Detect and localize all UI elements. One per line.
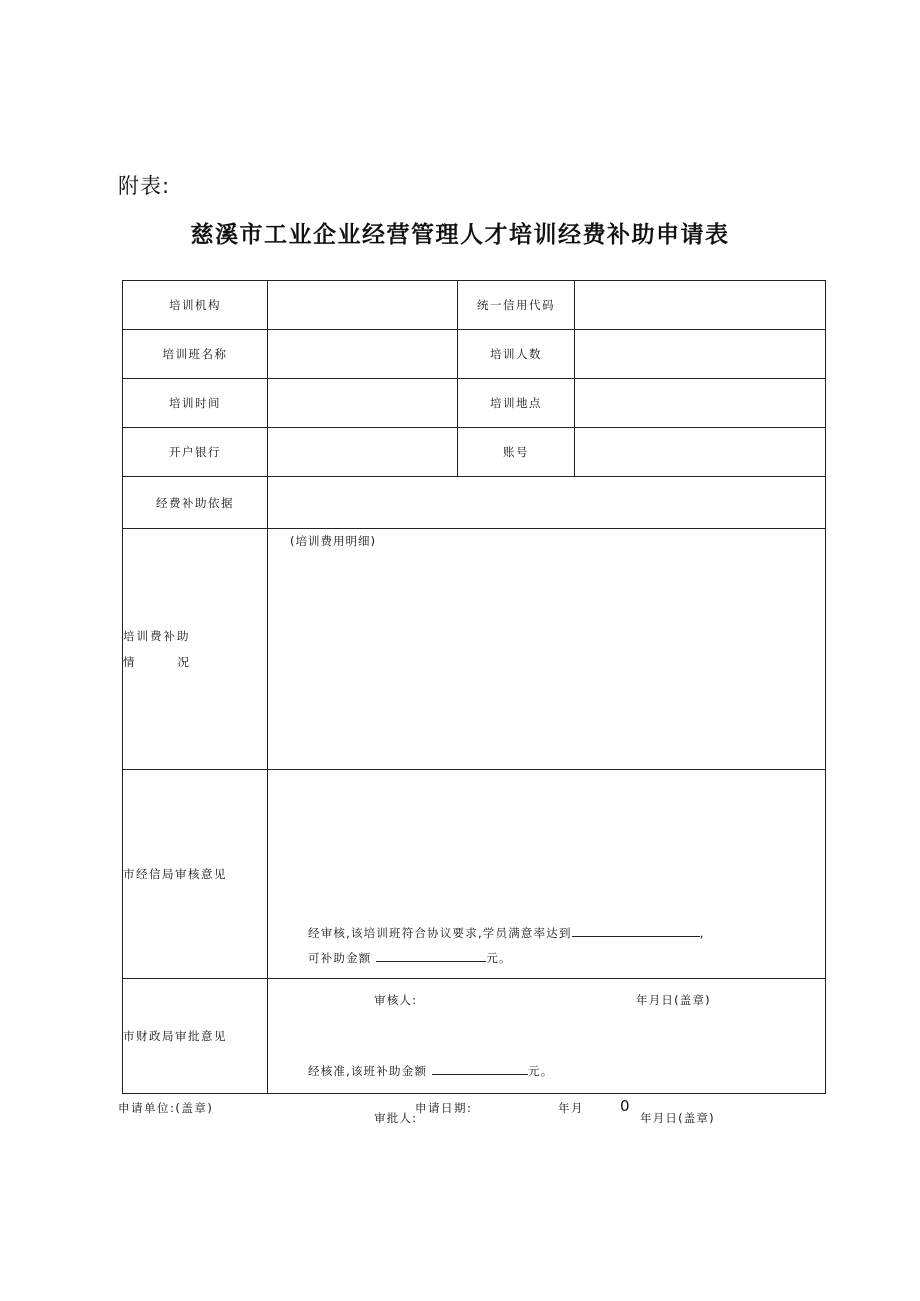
subsidy-detail-field[interactable] (268, 529, 826, 770)
trainee-count-label: 培训人数 (458, 330, 575, 379)
review-text-1: 经审核,该培训班符合协议要求,学员满意率达到 (308, 926, 572, 940)
subsidy-basis-field[interactable] (268, 477, 826, 529)
review-comma: , (699, 926, 705, 940)
reviewer-label: 审核人: (374, 993, 418, 1007)
class-name-field[interactable] (268, 330, 458, 379)
training-time-field[interactable] (268, 379, 458, 428)
subsidy-status-label (123, 529, 268, 770)
stray-zero: 0 (620, 1097, 630, 1115)
training-org-field[interactable] (268, 281, 458, 330)
training-time-label: 培训时间 (123, 379, 268, 428)
trainee-count-field[interactable] (575, 330, 826, 379)
table-row (123, 770, 826, 979)
account-field[interactable] (575, 428, 826, 477)
subsidy-status-char-a: 情 (123, 655, 137, 669)
approval-label: 市财政局审批意见 (123, 979, 268, 1094)
table-row (123, 428, 826, 477)
satisfaction-rate-blank[interactable] (572, 924, 700, 937)
subsidy-basis-label: 经费补助依据 (123, 477, 268, 529)
approval-text (308, 1062, 553, 1079)
applicant-unit: 申请单位:(盖章) (118, 1101, 214, 1115)
approval-amount-blank[interactable] (432, 1062, 528, 1075)
credit-code-label: 统一信用代码 (458, 281, 575, 330)
training-location-label: 培训地点 (458, 379, 575, 428)
table-row (123, 330, 826, 379)
table-row (123, 281, 826, 330)
approver-label: 审批人: (374, 1111, 418, 1125)
approval-date-seal: 年月日(盖章) (640, 1111, 715, 1125)
table-row (123, 979, 826, 1094)
bank-label: 开户银行 (123, 428, 268, 477)
detail-note: (培训费用明细) (290, 534, 376, 548)
bank-field[interactable] (268, 428, 458, 477)
table-row (123, 477, 826, 529)
training-org-label: 培训机构 (123, 281, 268, 330)
training-location-field[interactable] (575, 379, 826, 428)
review-text-line1 (308, 924, 705, 941)
account-label: 账号 (458, 428, 575, 477)
review-amount-prefix: 可补助金额 (308, 951, 372, 965)
review-date-seal: 年月日(盖章) (636, 993, 711, 1007)
approval-text-suffix: 元。 (528, 1064, 554, 1078)
table-row (123, 529, 826, 770)
subsidy-status-label-line1: 培训费补助 (123, 629, 191, 643)
review-amount-suffix: 元。 (486, 951, 512, 965)
review-label: 市经信局审核意见 (123, 770, 268, 979)
approval-text-prefix: 经核准,该班补助金额 (308, 1064, 428, 1078)
review-amount-blank[interactable] (376, 949, 486, 962)
credit-code-field[interactable] (575, 281, 826, 330)
subsidy-status-label-line2 (123, 649, 191, 675)
review-opinion-cell (268, 770, 826, 1007)
form-title: 慈溪市工业企业经营管理人才培训经费补助申请表 (190, 222, 730, 248)
review-text-line2 (308, 949, 512, 966)
subsidy-status-char-b: 况 (177, 655, 191, 669)
attachment-label: 附表: (118, 174, 171, 198)
class-name-label: 培训班名称 (123, 330, 268, 379)
table-row (123, 379, 826, 428)
apply-date-year-month: 年月 (558, 1101, 584, 1115)
apply-date-label: 申请日期: (415, 1101, 473, 1115)
